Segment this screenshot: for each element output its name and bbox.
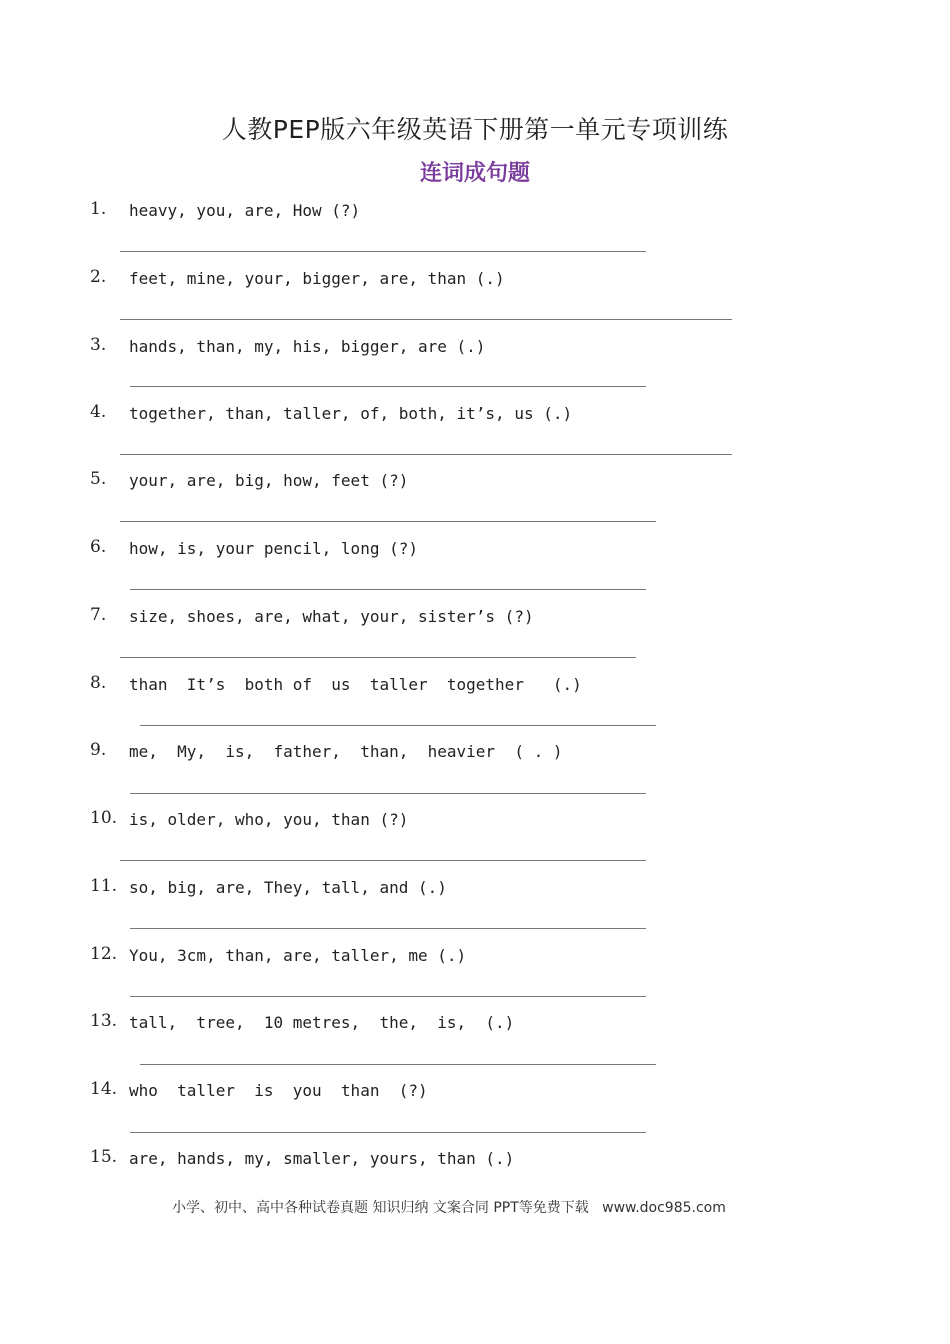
question-item — [0, 808, 950, 838]
question-words: than It’s both of us taller together (.) — [129, 675, 582, 694]
question-words: tall, tree, 10 metres, the, is, (.) — [129, 1013, 515, 1032]
question-item — [0, 537, 950, 567]
question-number: 7. — [90, 605, 107, 625]
question-words: size, shoes, are, what, your, sister’s (?) — [129, 607, 534, 626]
question-item — [0, 199, 950, 229]
answer-line[interactable] — [120, 454, 732, 455]
answer-line[interactable] — [130, 928, 646, 929]
question-words: is, older, who, you, than (?) — [129, 810, 409, 829]
question-number: 3. — [90, 335, 107, 355]
question-words: hands, than, my, his, bigger, are (.) — [129, 337, 486, 356]
answer-line[interactable] — [120, 657, 636, 658]
question-item — [0, 673, 950, 703]
answer-line[interactable] — [140, 1064, 656, 1065]
question-item — [0, 469, 950, 499]
question-number: 5. — [90, 469, 107, 489]
question-words: how, is, your pencil, long (?) — [129, 539, 418, 558]
question-item — [0, 944, 950, 974]
question-words: You, 3cm, than, are, taller, me (.) — [129, 946, 467, 965]
question-number: 14. — [90, 1079, 118, 1099]
question-number: 13. — [90, 1011, 118, 1031]
question-words: are, hands, my, smaller, yours, than (.) — [129, 1149, 515, 1168]
answer-line[interactable] — [130, 1132, 646, 1133]
answer-line[interactable] — [130, 589, 646, 590]
question-words: together, than, taller, of, both, it’s, us (.) — [129, 404, 573, 423]
question-item — [0, 1079, 950, 1109]
question-item — [0, 1147, 950, 1177]
question-words: feet, mine, your, bigger, are, than (.) — [129, 269, 505, 288]
question-item — [0, 876, 950, 906]
page-footer: 小学、初中、高中各种试卷真题 知识归纳 文案合同 PPT等免费下载 www.doc985.com — [172, 1200, 726, 1216]
question-item — [0, 605, 950, 635]
question-item — [0, 740, 950, 770]
question-number: 2. — [90, 267, 107, 287]
answer-line[interactable] — [120, 521, 656, 522]
answer-line[interactable] — [120, 319, 732, 320]
answer-line[interactable] — [120, 251, 646, 252]
answer-line[interactable] — [130, 386, 646, 387]
answer-line[interactable] — [130, 793, 646, 794]
question-item — [0, 335, 950, 365]
answer-line[interactable] — [140, 725, 656, 726]
question-number: 15. — [90, 1147, 118, 1167]
question-number: 1. — [90, 199, 107, 219]
question-number: 11. — [90, 876, 118, 896]
question-number: 9. — [90, 740, 107, 760]
question-words: your, are, big, how, feet (?) — [129, 471, 409, 490]
question-number: 8. — [90, 673, 107, 693]
answer-line[interactable] — [130, 996, 646, 997]
question-item — [0, 1011, 950, 1041]
question-item — [0, 402, 950, 432]
section-subtitle: 连词成句题 — [419, 161, 530, 186]
answer-line[interactable] — [120, 860, 646, 861]
question-item — [0, 267, 950, 297]
question-number: 12. — [90, 944, 118, 964]
question-words: who taller is you than (?) — [129, 1081, 428, 1100]
question-number: 6. — [90, 537, 107, 557]
question-number: 4. — [90, 402, 107, 422]
question-words: me, My, is, father, than, heavier ( . ) — [129, 742, 563, 761]
question-number: 10. — [90, 808, 118, 828]
question-words: so, big, are, They, tall, and (.) — [129, 878, 447, 897]
question-words: heavy, you, are, How (?) — [129, 201, 361, 220]
page-title: 人教PEP版六年级英语下册第一单元专项训练 — [221, 115, 729, 144]
